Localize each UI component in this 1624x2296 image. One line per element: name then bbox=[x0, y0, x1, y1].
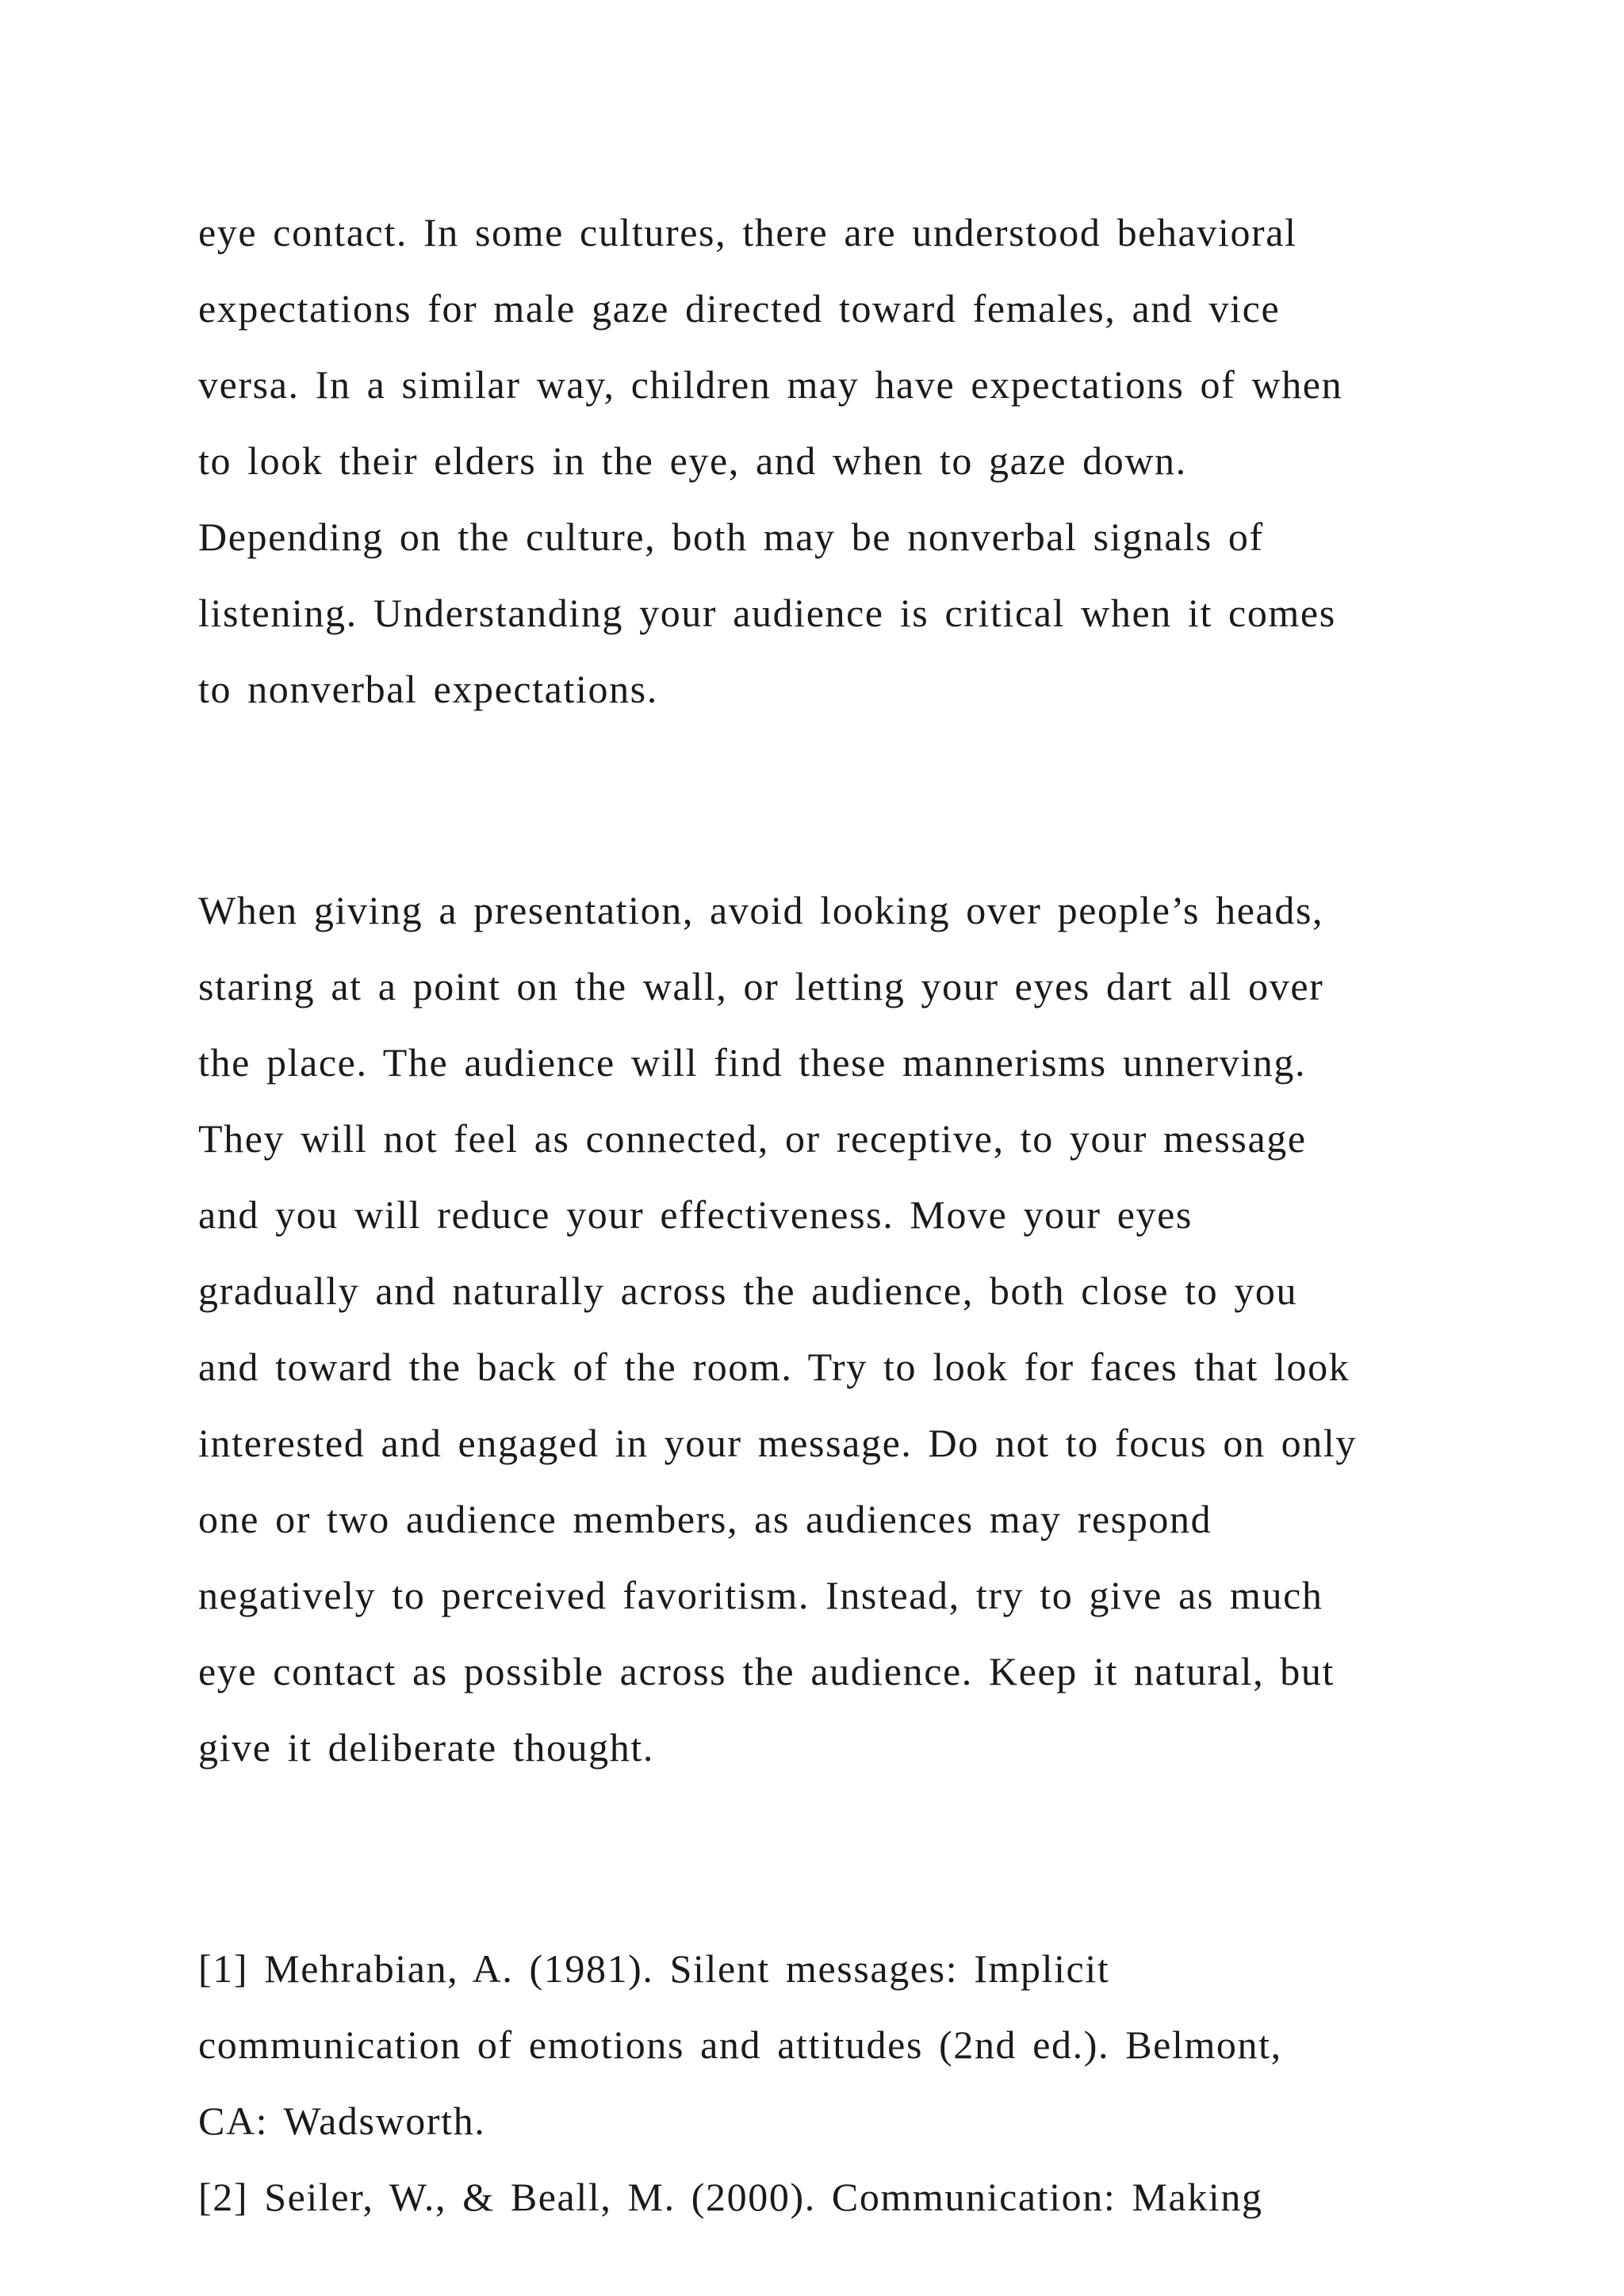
text-line: listening. Understanding your audience is critical when it comes bbox=[198, 591, 1336, 635]
text-line: and you will reduce your effectiveness. Move your eyes bbox=[198, 1192, 1193, 1237]
paragraph-presentation-eye-contact bbox=[198, 872, 1483, 1785]
text-line: and toward the back of the room. Try to look for faces that look bbox=[198, 1345, 1350, 1389]
text-line: eye contact as possible across the audience. Keep it natural, but bbox=[198, 1649, 1335, 1693]
reference-line: [2] Seiler, W., & Beall, M. (2000). Communication: Making bbox=[198, 2175, 1263, 2219]
text-line: Depending on the culture, both may be nonverbal signals of bbox=[198, 515, 1264, 559]
text-line: give it deliberate thought. bbox=[198, 1725, 654, 1770]
text-line: When giving a presentation, avoid looking over people’s heads, bbox=[198, 888, 1324, 932]
paragraph-eye-contact-cultures bbox=[198, 194, 1483, 727]
reference-line: CA: Wadsworth. bbox=[198, 2099, 486, 2143]
text-line: They will not feel as connected, or receptive, to your message bbox=[198, 1116, 1307, 1161]
document-page bbox=[198, 194, 1483, 2235]
references-list bbox=[198, 1931, 1483, 2235]
text-line: versa. In a similar way, children may have expectations of when bbox=[198, 362, 1343, 407]
text-line: staring at a point on the wall, or letting your eyes dart all over bbox=[198, 964, 1324, 1008]
text-line: negatively to perceived favoritism. Instead, try to give as much bbox=[198, 1573, 1323, 1617]
text-line: eye contact. In some cultures, there are understood behavioral bbox=[198, 210, 1297, 254]
reference-line: [1] Mehrabian, A. (1981). Silent messages: Implicit bbox=[198, 1946, 1110, 1991]
text-line: gradually and naturally across the audience, both close to you bbox=[198, 1269, 1298, 1313]
text-line: to look their elders in the eye, and when to gaze down. bbox=[198, 438, 1187, 483]
text-line: the place. The audience will find these mannerisms unnerving. bbox=[198, 1040, 1307, 1085]
paragraph-spacer bbox=[198, 1785, 1483, 1931]
text-line: to nonverbal expectations. bbox=[198, 667, 658, 711]
text-line: interested and engaged in your message. Do not to focus on only bbox=[198, 1421, 1357, 1465]
text-line: expectations for male gaze directed toward females, and vice bbox=[198, 286, 1281, 331]
paragraph-spacer bbox=[198, 727, 1483, 872]
text-line: one or two audience members, as audiences may respond bbox=[198, 1497, 1212, 1541]
reference-line: communication of emotions and attitudes (2nd ed.). Belmont, bbox=[198, 2022, 1282, 2067]
